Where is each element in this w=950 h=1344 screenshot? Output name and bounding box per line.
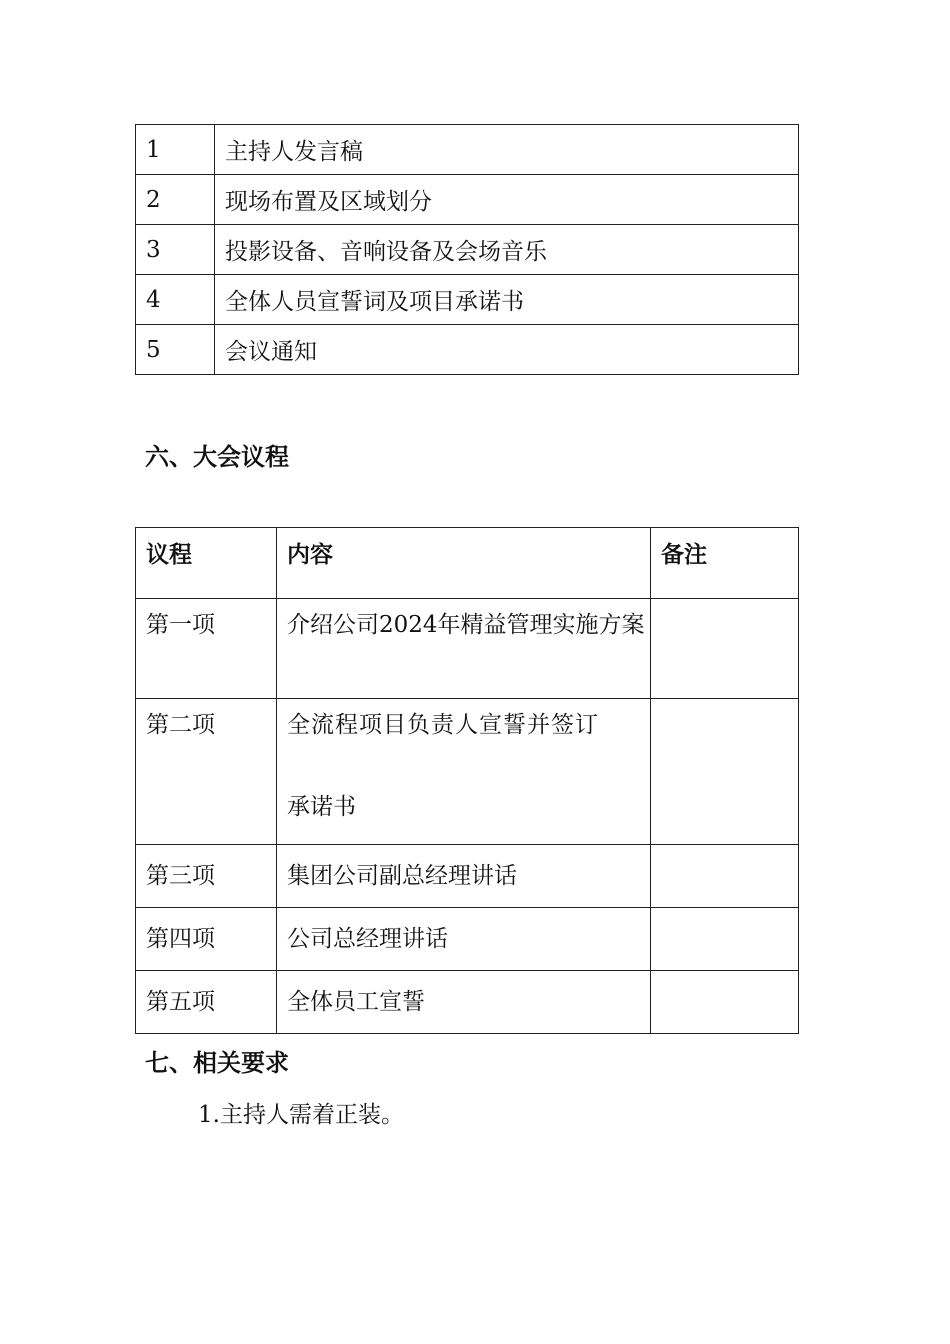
- material-item: 主持人发言稿: [215, 125, 799, 175]
- agenda-content: 集团公司副总经理讲话: [277, 845, 651, 908]
- agenda-note: [651, 599, 799, 699]
- table-row: [136, 599, 799, 699]
- table-row: [136, 225, 799, 275]
- table-row: [136, 845, 799, 908]
- column-header-note: 备注: [651, 528, 799, 599]
- table-row: [136, 275, 799, 325]
- agenda-note: [651, 971, 799, 1034]
- agenda-content: 全体员工宣誓: [277, 971, 651, 1034]
- agenda-item: 第四项: [136, 908, 277, 971]
- table-row: [136, 699, 799, 845]
- table-header-row: [136, 528, 799, 599]
- table-row: [136, 325, 799, 375]
- agenda-content-line: 承诺书: [287, 794, 356, 820]
- column-header-item: 议程: [136, 528, 277, 599]
- requirement-item: 1.主持人需着正装。: [198, 1102, 404, 1128]
- row-number: 3: [136, 225, 215, 275]
- agenda-note: [651, 908, 799, 971]
- material-item: 现场布置及区域划分: [215, 175, 799, 225]
- agenda-item: 第二项: [136, 699, 277, 845]
- agenda-item: 第五项: [136, 971, 277, 1034]
- material-item: 投影设备、音响设备及会场音乐: [215, 225, 799, 275]
- row-number: 1: [136, 125, 215, 175]
- agenda-item: 第三项: [136, 845, 277, 908]
- material-item: 会议通知: [215, 325, 799, 375]
- row-number: 5: [136, 325, 215, 375]
- table-row: [136, 908, 799, 971]
- table-row: [136, 175, 799, 225]
- agenda-note: [651, 845, 799, 908]
- section-heading-agenda: 六、大会议程: [145, 443, 289, 471]
- agenda-content-line: 全流程项目负责人宣誓并签订: [287, 712, 599, 738]
- row-number: 4: [136, 275, 215, 325]
- agenda-content: [277, 699, 651, 845]
- material-item: 全体人员宣誓词及项目承诺书: [215, 275, 799, 325]
- table-row: [136, 971, 799, 1034]
- agenda-item: 第一项: [136, 599, 277, 699]
- agenda-content: 公司总经理讲话: [277, 908, 651, 971]
- row-number: 2: [136, 175, 215, 225]
- table-row: [136, 125, 799, 175]
- agenda-table: [135, 527, 799, 1034]
- column-header-content: 内容: [277, 528, 651, 599]
- agenda-content: 介绍公司2024年精益管理实施方案: [277, 599, 651, 699]
- agenda-note: [651, 699, 799, 845]
- section-heading-requirements: 七、相关要求: [145, 1049, 289, 1077]
- materials-table: [135, 124, 799, 375]
